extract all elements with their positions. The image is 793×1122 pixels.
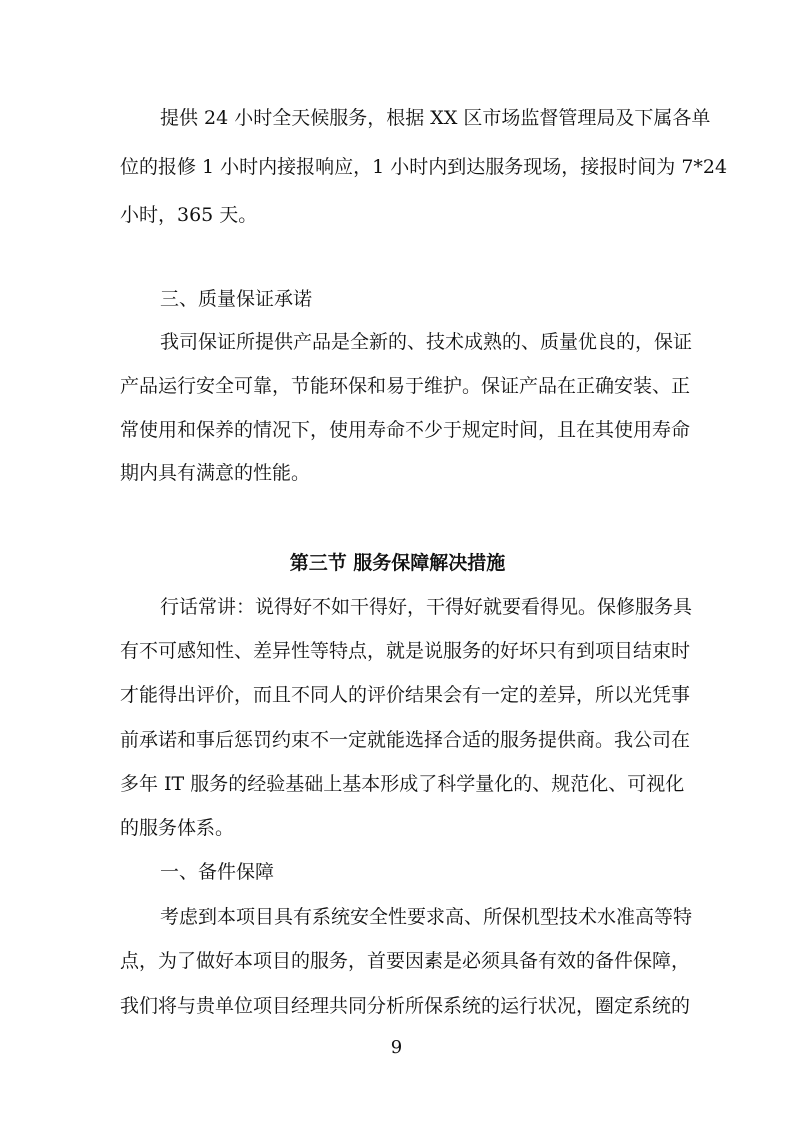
paragraph-3-line-4: 前承诺和事后惩罚约束不一定就能选择合适的服务提供商。我公司在 (120, 729, 691, 751)
paragraph-3-line-6: 的服务体系。 (120, 817, 235, 839)
paragraph-1-line-1: 提供 24 小时全天候服务，根据 XX 区市场监督管理局及下属各单 (160, 107, 711, 129)
paragraph-3-line-1: 行话常讲：说得好不如干得好，干得好就要看得见。保修服务具 (160, 596, 693, 618)
page-number: 9 (390, 1037, 403, 1058)
paragraph-3-line-3: 才能得出评价，而且不同人的评价结果会有一定的差异，所以光凭事 (120, 684, 691, 706)
paragraph-2-line-2: 产品运行安全可靠，节能环保和易于维护。保证产品在正确安装、正 (120, 375, 691, 397)
paragraph-1-line-3: 小时，365 天。 (120, 204, 258, 226)
paragraph-4-line-1: 考虑到本项目具有系统安全性要求高、所保机型技术水准高等特 (160, 906, 693, 928)
paragraph-4-line-3: 我们将与贵单位项目经理共同分析所保系统的运行状况，圈定系统的 (120, 995, 691, 1017)
paragraph-2-line-4: 期内具有满意的性能。 (120, 462, 311, 484)
paragraph-2-line-1: 我司保证所提供产品是全新的、技术成熟的、质量优良的，保证 (160, 331, 693, 353)
section-1-title: 一、备件保障 (160, 861, 275, 883)
paragraph-3-line-2: 有不可感知性、差异性等特点，就是说服务的好坏只有到项目结束时 (120, 640, 691, 662)
paragraph-3-line-5: 多年 IT 服务的经验基础上基本形成了科学量化的、规范化、可视化 (120, 773, 685, 795)
section-3-title: 三、质量保证承诺 (160, 288, 313, 310)
chapter-heading: 第三节 服务保障解决措施 (289, 552, 506, 574)
paragraph-1-line-2: 位的报修 1 小时内接报响应，1 小时内到达服务现场，接报时间为 7*24 (120, 156, 728, 178)
paragraph-4-line-2: 点，为了做好本项目的服务，首要因素是必须具备有效的备件保障， (120, 950, 691, 972)
paragraph-2-line-3: 常使用和保养的情况下，使用寿命不少于规定时间，且在其使用寿命 (120, 419, 691, 441)
